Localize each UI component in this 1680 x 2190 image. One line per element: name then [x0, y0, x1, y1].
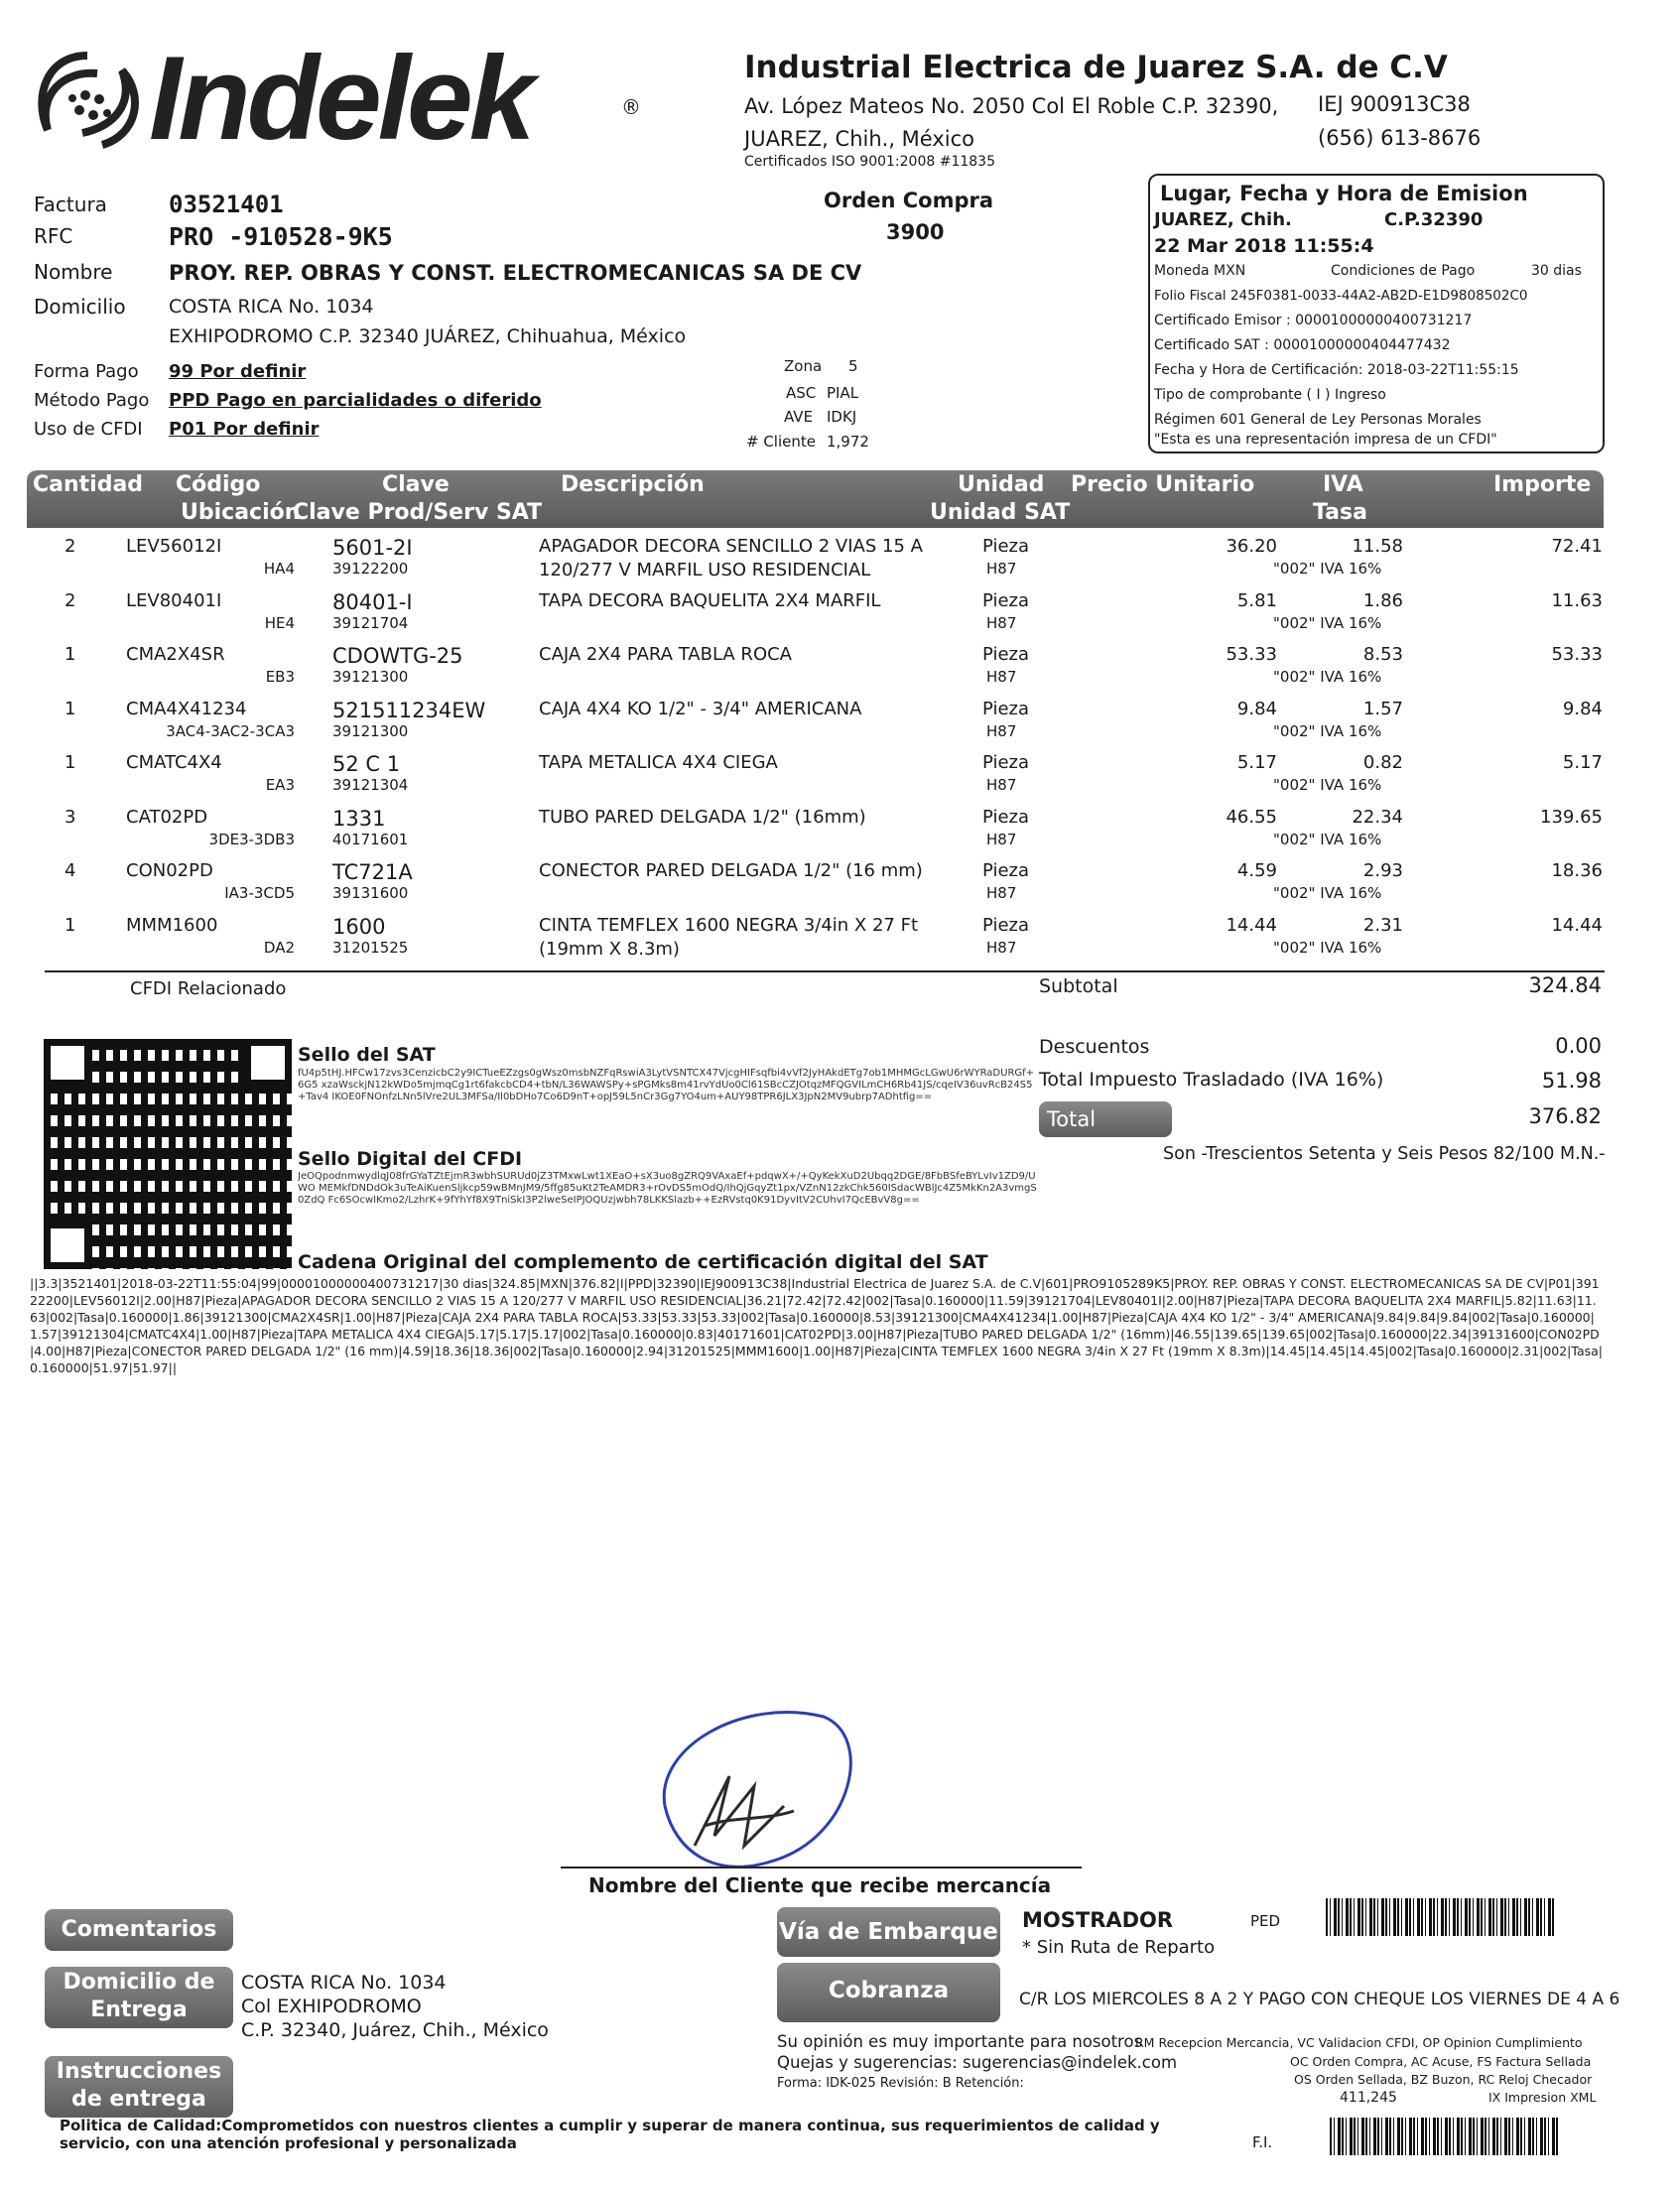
- cell-clave-sat: 40171601: [332, 830, 409, 848]
- cell-precio: 5.17: [1236, 752, 1277, 773]
- cell-clave: TC721A: [332, 860, 413, 884]
- forma-revision: Forma: IDK-025 Revisión: B Retención:: [777, 2076, 1024, 2091]
- sello-sat-title: Sello del SAT: [298, 1044, 436, 1066]
- cell-iva: 1.57: [1362, 698, 1403, 719]
- total-label: Total: [1039, 1101, 1172, 1137]
- cell-clave: 5601-2I: [332, 536, 413, 560]
- cell-importe: 14.44: [1551, 914, 1603, 936]
- cell-desc2: (19mm X 8.3m): [539, 938, 680, 960]
- emision-dias: 30 dias: [1531, 263, 1582, 279]
- cell-unidad: Pieza: [982, 536, 1030, 557]
- entrega-linea-1: COSTA RICA No. 1034: [241, 1972, 447, 1994]
- company-phone: (656) 613-8676: [1318, 126, 1482, 150]
- cell-ubic: HA4: [263, 560, 295, 578]
- sello-sat-text: fU4p5tHJ.HFCw17zvs3CenzicbC2y9ICTueEZzgs0gWsz0msbNZFqRswiA3LytVSNTCX47VjcgHIFsqfbi4vVf2JyHAkdETg7ob1MHMGcLGwU6rWYRaDURGf+6G5 xzaWsckjN12kWDo5mjmqCg1rt6fakcbCD4+tbN/L36WAWSPy+sPGMks8m41rvYdUo0Cl61SBcCZJOtqzMFQGVILmCH6Rb41JS/cqeIV36uvRcB24S5+Tav4 IKOE0FNOnfzLNn5lVre2UL3MFSa/Il0bDHo7Co6D9nT+opJ59L5nCr3Gg7YO4um+AUY98TPR6JLX3JpN2MV9ubrp7ADhtfig==: [298, 1068, 1035, 1102]
- cell-clave-sat: 39121304: [332, 776, 409, 794]
- opinion-2: Quejas y sugerencias: sugerencias@indelek.com: [777, 2053, 1178, 2072]
- ave: IDKJ: [827, 408, 857, 426]
- cadena-title: Cadena Original del complemento de certificación digital del SAT: [298, 1251, 988, 1273]
- cell-unidad-sat: H87: [986, 668, 1017, 686]
- emision-cp: C.P.32390: [1384, 209, 1484, 230]
- ave-label: AVE: [784, 408, 814, 426]
- cell-desc1: TAPA METALICA 4X4 CIEGA: [539, 752, 778, 773]
- cell-clave-sat: 39121300: [332, 721, 409, 740]
- cell-unidad: Pieza: [982, 644, 1030, 665]
- certificado-emisor: Certificado Emisor : 00001000000400731217: [1154, 313, 1473, 328]
- cell-iva: 1.86: [1362, 589, 1403, 611]
- cell-cant: 4: [65, 860, 76, 881]
- cadena-original: ||3.3|3521401|2018-03-22T11:55:04|99|00001000000400731217|30 dias|324.85|MXN|376.82|I|PPD|32390|IEJ900913C38|Industrial Electrica de Juarez S.A. de C.V|601|PRO9105289K5|PROY. REP. OBRAS Y CONST. ELECTROMECANICAS SA DE CV|P01|39122200|LEV56012I|2.00|H87|Pieza|APAGADOR DECORA SENCILLO 2 VIAS 15 A 120/277 V MARFIL USO RESIDENCIAL|36.21|72.42|72.42|002|Tasa|0.160000|11.59|39121704|LEV80401I|2.00|H87|Pieza|TAPA DECORA BAQUELITA 2X4 MARFIL|5.82|11.63|11.63|002|Tasa|0.160000|1.86|39121300|CMA2X4SR|1.00|H87|Pieza|CAJA 2X4 PARA TABLA ROCA|53.33|53.33|53.33|002|Tasa|0.160000|8.53|39121300|CMA4X41234|1.00|H87|Pieza|CAJA 4X4 KO 1/2" - 3/4" AMERICANA|9.84|9.84|9.84|002|Tasa|0.160000|1.57|39121304|CMATC4X4|1.00|H87|Pieza|TAPA METALICA 4X4 CIEGA|5.17|5.17|5.17|002|Tasa|0.160000|0.83|40171601|CAT02PD|3.00|H87|Pieza|TUBO PARED DELGADA 1/2" (16mm)|46.55|139.65|139.65|002|Tasa|0.160000|22.34|39131600|CON02PD|4.00|H87|Pieza|CONECTOR PARED DELGADA 1/2" (16 mm)|4.59|18.36|18.36|002|Tasa|0.160000|2.94|31201525|MMM1600|1.00|H87|Pieza|CINTA TEMFLEX 1600 NEGRA 3/4in X 27 Ft (19mm X 8.3m)|14.45|14.45|14.45|002|Tasa|0.160000|2.31|002|Tasa|0.160000|51.97|51.97||: [30, 1276, 1603, 1375]
- cell-desc1: TAPA DECORA BAQUELITA 2X4 MARFIL: [539, 589, 881, 611]
- cell-cant: 1: [65, 914, 76, 936]
- cell-codigo: CON02PD: [126, 860, 213, 881]
- emision-moneda: Moneda MXN: [1154, 263, 1246, 279]
- cell-precio: 14.44: [1226, 914, 1277, 936]
- cell-iva: 2.31: [1362, 914, 1403, 936]
- cell-unidad-sat: H87: [986, 830, 1017, 848]
- company-address-1: Av. López Mateos No. 2050 Col El Roble C.P. 32390,: [744, 94, 1279, 118]
- cell-precio: 36.20: [1226, 536, 1277, 557]
- factura-label: Factura: [34, 193, 107, 216]
- instrucciones-label: Instrucciones de entrega: [45, 2056, 233, 2118]
- codes-4-number: 411,245: [1340, 2090, 1397, 2106]
- impuesto: 51.98: [1541, 1069, 1602, 1093]
- cell-codigo: MMM1600: [126, 914, 218, 936]
- cell-ubic: HE4: [264, 613, 295, 632]
- nombre-label: Nombre: [34, 260, 113, 284]
- cell-unidad: Pieza: [982, 698, 1030, 719]
- emision-box: [1148, 174, 1605, 453]
- indelek-logo: Indelek: [149, 32, 532, 165]
- fi-label: F.I.: [1252, 2133, 1273, 2151]
- forma-pago: 99 Por definir: [169, 361, 307, 382]
- indelek-logo-icon: [28, 36, 147, 175]
- cell-iva: 11.58: [1352, 536, 1403, 557]
- subtotal-label: Subtotal: [1039, 975, 1118, 997]
- codes-4: IX Impresion XML: [1488, 2090, 1597, 2105]
- cobranza-label: Cobranza: [777, 1963, 1000, 2022]
- col-unidad-sat: Unidad SAT: [930, 500, 1071, 525]
- cell-unidad-sat: H87: [986, 884, 1017, 902]
- cell-clave-sat: 39122200: [332, 560, 409, 578]
- items-table-header: [27, 470, 1604, 528]
- cell-clave-sat: 39121704: [332, 613, 409, 632]
- cell-iva: 2.93: [1362, 860, 1403, 881]
- cell-cant: 1: [65, 698, 76, 719]
- emision-lugar: JUAREZ, Chih.: [1154, 209, 1292, 230]
- col-descripcion: Descripción: [561, 472, 705, 497]
- regimen: Régimen 601 General de Ley Personas Morales: [1154, 412, 1482, 428]
- rfc-label: RFC: [34, 224, 73, 248]
- qr-corner-3: [44, 1222, 91, 1269]
- zona-label: Zona: [784, 357, 823, 375]
- emision-condiciones: Condiciones de Pago: [1331, 263, 1476, 279]
- table-row: [27, 536, 1604, 590]
- codes-2: OC Orden Compra, AC Acuse, FS Factura Sellada: [1290, 2054, 1592, 2069]
- col-ubicacion: Ubicación: [181, 500, 301, 525]
- cell-tasa: "002" IVA 16%: [1273, 830, 1382, 848]
- cell-unidad-sat: H87: [986, 776, 1017, 794]
- col-clave-sat: Clave Prod/Serv SAT: [293, 500, 543, 525]
- cell-tasa: "002" IVA 16%: [1273, 560, 1382, 578]
- cell-importe: 9.84: [1562, 698, 1603, 719]
- cell-codigo: CMA2X4SR: [126, 644, 225, 665]
- cell-clave-sat: 39131600: [332, 884, 409, 902]
- codes-1: RM Recepcion Mercancia, VC Validacion CFDI, OP Opinion Cumplimiento: [1135, 2035, 1583, 2050]
- cell-tasa: "002" IVA 16%: [1273, 721, 1382, 740]
- politica-calidad: Politica de Calidad:Comprometidos con nuestros clientes a cumplir y superar de manera continua, sus requerimientos de calidad y servicio, con una atención profesional y personalizada: [60, 2117, 1160, 2152]
- sin-ruta: * Sin Ruta de Reparto: [1022, 1937, 1216, 1958]
- sello-cfdi-text: JeOQpodnmwydlqJ08frGYaTZtEjmR3wbhSURUd0jZ3TMxwLwt1XEaO+sX3uo8gZRQ9VAxaEf+pdqwX+/+QyKekXuD2Ubqq2DGE/8FbBSfeBYLvIv1ZD9/UWO MEMkfDNDdOk3uTeAiKuenSljkcp59wBMnJM9/5ffg85uKt2TeAMDR3+rOvDS5mOdQ/IhQjGqyZt1px/VZnN12zkChk560ISdacWBlJc4Z5MkKn2A3vmgS0ZdQ Fc6SOcwIKmo2/LzhrK+9fYhYf8X9TniSkI3P2lweSeIPJOQUzjwbh78LKKSlazb++EzRVstq0K91DyvItV2CUhvI7QcEBvV8g==: [298, 1171, 1037, 1206]
- cell-unidad: Pieza: [982, 914, 1030, 936]
- cell-ubic: DA2: [263, 938, 295, 957]
- via-embarque-label: Vía de Embarque: [777, 1907, 1000, 1957]
- table-row: [27, 752, 1604, 807]
- entrega-linea-2: Col EXHIPODROMO: [241, 1996, 422, 2017]
- table-row: [27, 860, 1604, 915]
- asc-label: ASC: [786, 384, 817, 402]
- table-bottom-rule: [45, 970, 1605, 972]
- cell-precio: 46.55: [1226, 806, 1277, 828]
- col-unidad: Unidad: [958, 472, 1045, 497]
- table-row: [27, 699, 1604, 753]
- col-cantidad: Cantidad: [33, 472, 144, 497]
- cell-tasa: "002" IVA 16%: [1273, 938, 1382, 957]
- cell-cant: 3: [65, 806, 76, 828]
- folio-fiscal: Folio Fiscal 245F0381-0033-44A2-AB2D-E1D9808502C0: [1154, 288, 1528, 304]
- client-name: PROY. REP. OBRAS Y CONST. ELECTROMECANICAS SA DE CV: [169, 261, 862, 285]
- cell-codigo: LEV56012I: [126, 536, 222, 557]
- client-rfc: PRO -910528-9K5: [169, 222, 393, 251]
- cell-importe: 139.65: [1540, 806, 1603, 828]
- cell-codigo: CMA4X41234: [126, 698, 247, 719]
- table-row: [27, 915, 1604, 969]
- cobranza-texto: C/R LOS MIERCOLES 8 A 2 Y PAGO CON CHEQUE LOS VIERNES DE 4 A 6: [1019, 1990, 1620, 2009]
- sello-cfdi-title: Sello Digital del CFDI: [298, 1148, 523, 1170]
- total: 376.82: [1528, 1104, 1602, 1128]
- zona: 5: [848, 357, 858, 375]
- cell-cant: 2: [65, 589, 76, 611]
- representacion-impresa: "Esta es una representación impresa de un CFDI": [1154, 432, 1497, 448]
- cell-precio: 53.33: [1226, 644, 1277, 665]
- cell-tasa: "002" IVA 16%: [1273, 668, 1382, 686]
- metodo-pago-label: Método Pago: [34, 390, 150, 411]
- company-address-2: JUAREZ, Chih., México: [744, 127, 974, 151]
- table-row: [27, 590, 1604, 645]
- cell-ubic: EA3: [265, 776, 295, 794]
- registered-icon: ®: [621, 95, 641, 119]
- cell-ubic: 3DE3-3DB3: [208, 830, 295, 848]
- total-en-letra: Son -Trescientos Setenta y Seis Pesos 82/100 M.N.-: [1163, 1144, 1606, 1164]
- col-codigo: Código: [176, 472, 261, 497]
- descuentos-label: Descuentos: [1039, 1036, 1150, 1058]
- recibe-label: Nombre del Cliente que recibe mercancía: [588, 1873, 1052, 1897]
- asc: PIAL: [827, 384, 859, 402]
- qr-corner-1: [44, 1039, 91, 1087]
- cell-desc1: TUBO PARED DELGADA 1/2" (16mm): [539, 806, 866, 828]
- cell-desc1: CONECTOR PARED DELGADA 1/2" (16 mm): [539, 860, 923, 881]
- cell-unidad-sat: H87: [986, 560, 1017, 578]
- subtotal: 324.84: [1528, 973, 1602, 997]
- col-importe: Importe: [1493, 472, 1592, 497]
- tipo-comprobante: Tipo de comprobante ( I ) Ingreso: [1154, 387, 1386, 403]
- cfdi-relacionado: CFDI Relacionado: [130, 978, 287, 999]
- opinion-1: Su opinión es muy importante para nosotros: [777, 2032, 1143, 2051]
- cell-codigo: LEV80401I: [126, 589, 222, 611]
- cell-precio: 4.59: [1236, 860, 1277, 881]
- orden-compra: 3900: [886, 220, 945, 244]
- codes-3: OS Orden Sellada, BZ Buzon, RC Reloj Checador: [1294, 2072, 1593, 2087]
- emision-title: Lugar, Fecha y Hora de Emision: [1160, 182, 1528, 205]
- cliente-number: 1,972: [827, 433, 869, 451]
- cell-ubic: EB3: [265, 668, 295, 686]
- cell-clave: 80401-I: [332, 589, 413, 614]
- certificado-sat: Certificado SAT : 00001000000404477432: [1154, 337, 1451, 353]
- cell-clave: 1600: [332, 914, 386, 939]
- cell-importe: 11.63: [1551, 589, 1603, 611]
- cell-unidad: Pieza: [982, 806, 1030, 828]
- col-tasa: Tasa: [1313, 500, 1367, 525]
- signature-line: [561, 1867, 1082, 1868]
- cell-clave: 1331: [332, 806, 386, 831]
- cell-iva: 22.34: [1352, 806, 1403, 828]
- cell-desc1: CAJA 4X4 KO 1/2" - 3/4" AMERICANA: [539, 698, 862, 719]
- cell-importe: 5.17: [1562, 752, 1603, 773]
- uso-cfdi: P01 Por definir: [169, 419, 320, 440]
- cell-ubic: IA3-3CD5: [224, 884, 295, 902]
- company-name: Industrial Electrica de Juarez S.A. de C.V: [744, 50, 1448, 85]
- cell-desc1: CAJA 2X4 PARA TABLA ROCA: [539, 644, 792, 665]
- domicilio-entrega-label: Domicilio de Entrega: [45, 1967, 233, 2028]
- cell-cant: 1: [65, 752, 76, 773]
- cell-cant: 2: [65, 536, 76, 557]
- impuesto-label: Total Impuesto Trasladado (IVA 16%): [1039, 1069, 1384, 1091]
- cliente-label: # Cliente: [746, 433, 816, 451]
- fecha-certificacion: Fecha y Hora de Certificación: 2018-03-22T11:55:15: [1154, 362, 1519, 378]
- cell-unidad-sat: H87: [986, 721, 1017, 740]
- descuentos: 0.00: [1555, 1034, 1602, 1058]
- client-address-2: EXHIPODROMO C.P. 32340 JUÁREZ, Chihuahua, México: [169, 325, 687, 347]
- cell-clave: CDOWTG-25: [332, 644, 463, 668]
- comentarios-label: Comentarios: [45, 1909, 233, 1951]
- uso-cfdi-label: Uso de CFDI: [34, 419, 143, 440]
- signature-image: [635, 1687, 873, 1885]
- table-row: [27, 644, 1604, 699]
- cell-unidad: Pieza: [982, 589, 1030, 611]
- company-rfc: IEJ 900913C38: [1318, 92, 1471, 116]
- domicilio-label: Domicilio: [34, 295, 126, 319]
- company-iso: Certificados ISO 9001:2008 #11835: [744, 154, 995, 170]
- col-clave: Clave: [382, 472, 450, 497]
- cell-unidad: Pieza: [982, 752, 1030, 773]
- cell-tasa: "002" IVA 16%: [1273, 884, 1382, 902]
- client-address-1: COSTA RICA No. 1034: [169, 296, 374, 318]
- cell-desc1: APAGADOR DECORA SENCILLO 2 VIAS 15 A: [539, 536, 923, 557]
- cell-importe: 53.33: [1551, 644, 1603, 665]
- cell-unidad-sat: H87: [986, 613, 1017, 632]
- cell-tasa: "002" IVA 16%: [1273, 613, 1382, 632]
- forma-pago-label: Forma Pago: [34, 361, 139, 382]
- cell-codigo: CAT02PD: [126, 806, 208, 828]
- cell-ubic: 3AC4-3AC2-3CA3: [166, 721, 295, 740]
- emision-fecha: 22 Mar 2018 11:55:4: [1154, 235, 1374, 257]
- cell-codigo: CMATC4X4: [126, 752, 222, 773]
- ped-label: PED: [1250, 1912, 1281, 1930]
- items-table-body: [27, 536, 1604, 972]
- cell-unidad-sat: H87: [986, 938, 1017, 957]
- cell-precio: 9.84: [1236, 698, 1277, 719]
- qr-corner-2: [244, 1039, 292, 1087]
- cell-desc2: 120/277 V MARFIL USO RESIDENCIAL: [539, 560, 871, 580]
- cell-clave-sat: 39121300: [332, 668, 409, 686]
- cell-desc1: CINTA TEMFLEX 1600 NEGRA 3/4in X 27 Ft: [539, 914, 918, 936]
- cell-unidad: Pieza: [982, 860, 1030, 881]
- barcode-bottom: [1330, 2118, 1558, 2155]
- cell-iva: 0.82: [1362, 752, 1403, 773]
- cell-importe: 18.36: [1551, 860, 1603, 881]
- cell-clave-sat: 31201525: [332, 938, 409, 957]
- via-embarque: MOSTRADOR: [1022, 1908, 1174, 1932]
- entrega-linea-3: C.P. 32340, Juárez, Chih., México: [241, 2019, 549, 2041]
- cell-tasa: "002" IVA 16%: [1273, 776, 1382, 794]
- col-precio: Precio Unitario: [1071, 472, 1255, 497]
- cell-importe: 72.41: [1551, 536, 1603, 557]
- cell-cant: 1: [65, 644, 76, 665]
- factura-number: 03521401: [169, 191, 284, 218]
- barcode-top: [1326, 1898, 1556, 1936]
- col-iva: IVA: [1323, 472, 1363, 497]
- cell-clave: 52 C 1: [332, 752, 401, 776]
- orden-compra-label: Orden Compra: [824, 189, 994, 212]
- cell-clave: 521511234EW: [332, 698, 486, 722]
- metodo-pago: PPD Pago en parcialidades o diferido: [169, 390, 542, 411]
- cell-iva: 8.53: [1362, 644, 1403, 665]
- table-row: [27, 807, 1604, 861]
- cell-precio: 5.81: [1236, 589, 1277, 611]
